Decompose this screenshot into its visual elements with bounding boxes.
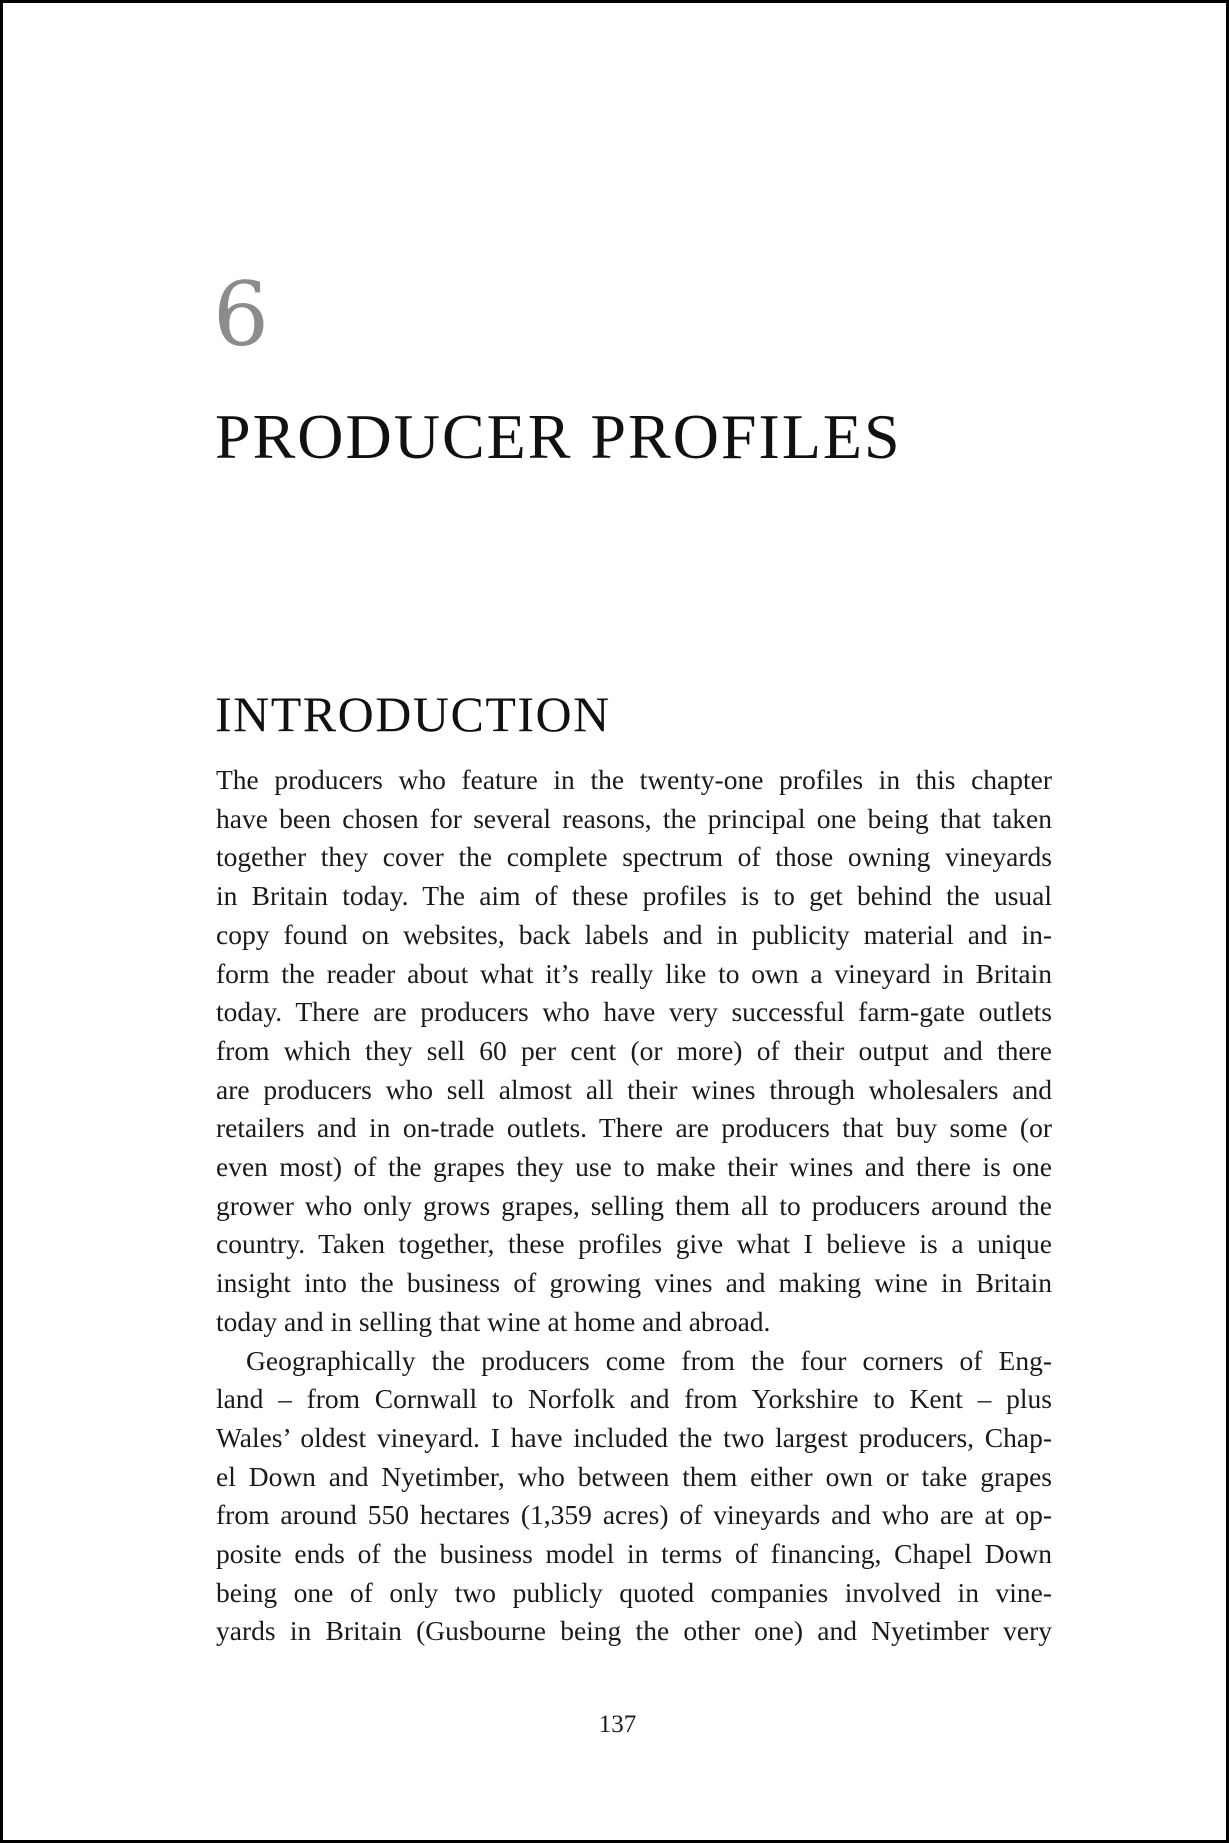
text-line: being one of only two publicly quoted companies involved in vine- — [216, 1576, 1052, 1608]
text-line: yards in Britain (Gusbourne being the other one) and Nyetimber very — [216, 1615, 1052, 1647]
text-line: grower who only grows grapes, selling them all to producers around the — [216, 1189, 1052, 1221]
text-line: form the reader about what it’s really like to own a vineyard in Britain — [216, 957, 1052, 989]
chapter-number: 6 — [213, 263, 267, 366]
text-line: in Britain today. The aim of these profiles is to get behind the usual — [216, 880, 1052, 912]
text-line: posite ends of the business model in terms of financing, Chapel Down — [216, 1538, 1052, 1570]
text-line: are producers who sell almost all their wines through wholesalers and — [216, 1073, 1052, 1105]
text-line: today and in selling that wine at home and abroad. — [216, 1305, 771, 1337]
text-line: have been chosen for several reasons, the principal one being that taken — [216, 802, 1052, 834]
text-line: retailers and in on-trade outlets. There are producers that buy some (or — [216, 1112, 1052, 1144]
text-line: even most) of the grapes they use to make their wines and there is one — [216, 1151, 1052, 1183]
text-line: insight into the business of growing vines and making wine in Britain — [216, 1267, 1052, 1299]
text-line: country. Taken together, these profiles give what I believe is a unique — [216, 1228, 1052, 1260]
section-heading: INTRODUCTION — [215, 686, 611, 742]
text-line: Wales’ oldest vineyard. I have included the two largest producers, Chap- — [216, 1421, 1052, 1453]
page-number: 137 — [598, 1711, 637, 1738]
text-line: from which they sell 60 per cent (or more) of their output and there — [216, 1034, 1052, 1066]
text-line: Geographically the producers come from the four corners of Eng- — [246, 1344, 1052, 1376]
text-line: together they cover the complete spectrum of those owning vineyards — [216, 841, 1052, 873]
paragraph — [216, 761, 1052, 1342]
body-text — [216, 761, 1052, 1651]
chapter-title: PRODUCER PROFILES — [215, 401, 902, 472]
text-line: from around 550 hectares (1,359 acres) of vineyards and who are at op- — [216, 1499, 1052, 1531]
paragraph — [216, 1342, 1052, 1652]
text-line: copy found on websites, back labels and in publicity material and in- — [216, 918, 1052, 950]
text-line: land – from Cornwall to Norfolk and from Yorkshire to Kent – plus — [216, 1383, 1052, 1415]
text-line: today. There are producers who have very successful farm-gate outlets — [216, 996, 1052, 1028]
text-line: The producers who feature in the twenty-one profiles in this chapter — [216, 764, 1052, 795]
text-line: el Down and Nyetimber, who between them either own or take grapes — [216, 1460, 1052, 1492]
